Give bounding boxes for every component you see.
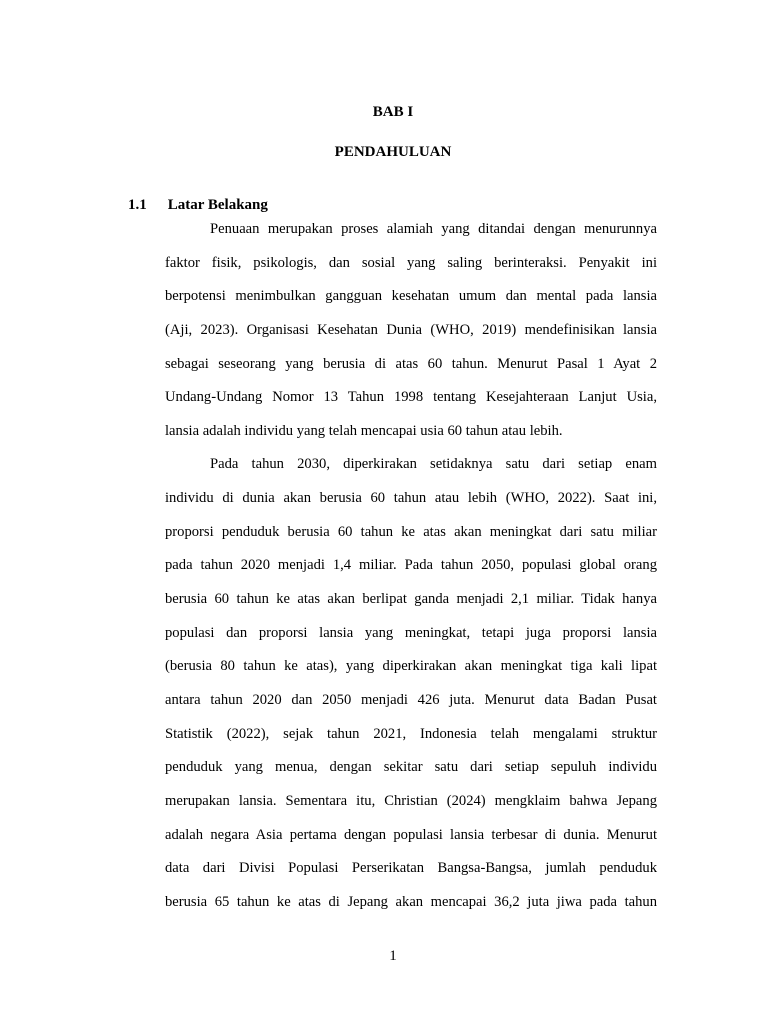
chapter-title: PENDAHULUAN bbox=[334, 144, 452, 160]
section-heading bbox=[128, 195, 268, 215]
text-line: (Aji, 2023). Organisasi Kesehatan Dunia (WHO, 2019) mendefinisikan lansia bbox=[165, 321, 657, 338]
text-line: Penuaan merupakan proses alamiah yang ditandai dengan menurunnya bbox=[210, 221, 657, 237]
text-line: berusia 65 tahun ke atas di Jepang akan mencapai 36,2 juta jiwa pada tahun bbox=[165, 893, 657, 910]
paragraph-1 bbox=[165, 217, 657, 452]
text-line: merupakan lansia. Sementara itu, Christian (2024) mengklaim bahwa Jepang bbox=[165, 792, 657, 809]
text-line: Pada tahun 2030, diperkirakan setidaknya satu dari setiap enam bbox=[210, 456, 657, 473]
section-number: 1.1 bbox=[128, 197, 147, 213]
text-line: individu di dunia akan berusia 60 tahun atau lebih (WHO, 2022). Saat ini, bbox=[165, 490, 657, 507]
section-title: Latar Belakang bbox=[167, 197, 268, 213]
text-line: sebagai seseorang yang berusia di atas 60 tahun. Menurut Pasal 1 Ayat 2 bbox=[165, 355, 657, 372]
text-line: data dari Divisi Populasi Perserikatan Bangsa-Bangsa, jumlah penduduk bbox=[165, 860, 657, 877]
text-line: Statistik (2022), sejak tahun 2021, Indonesia telah mengalami struktur bbox=[165, 725, 657, 742]
text-line: berpotensi menimbulkan gangguan kesehatan umum dan mental pada lansia bbox=[165, 288, 657, 305]
chapter-number: BAB I bbox=[372, 104, 414, 120]
text-line: faktor fisik, psikologis, dan sosial yang saling berinteraksi. Penyakit ini bbox=[165, 254, 657, 271]
paragraph-2 bbox=[165, 452, 657, 923]
text-line: (berusia 80 tahun ke atas), yang diperkirakan akan meningkat tiga kali lipat bbox=[165, 658, 657, 675]
page-number: 1 bbox=[389, 948, 397, 964]
text-line: adalah negara Asia pertama dengan populasi lansia terbesar di dunia. Menurut bbox=[165, 826, 657, 843]
text-line: populasi dan proporsi lansia yang meningkat, tetapi juga proporsi lansia bbox=[165, 624, 657, 641]
text-line: proporsi penduduk berusia 60 tahun ke atas akan meningkat dari satu miliar bbox=[165, 523, 657, 540]
text-line: pada tahun 2020 menjadi 1,4 miliar. Pada tahun 2050, populasi global orang bbox=[165, 557, 657, 574]
text-line: penduduk yang menua, dengan sekitar satu dari setiap sepuluh individu bbox=[165, 759, 657, 776]
text-line: lansia adalah individu yang telah mencapai usia 60 tahun atau lebih. bbox=[165, 422, 563, 439]
text-line: berusia 60 tahun ke atas akan berlipat ganda menjadi 2,1 miliar. Tidak hanya bbox=[165, 591, 657, 608]
text-line: antara tahun 2020 dan 2050 menjadi 426 juta. Menurut data Badan Pusat bbox=[165, 691, 657, 708]
text-line: Undang-Undang Nomor 13 Tahun 1998 tentang Kesejahteraan Lanjut Usia, bbox=[165, 389, 657, 406]
body-text bbox=[165, 217, 657, 923]
